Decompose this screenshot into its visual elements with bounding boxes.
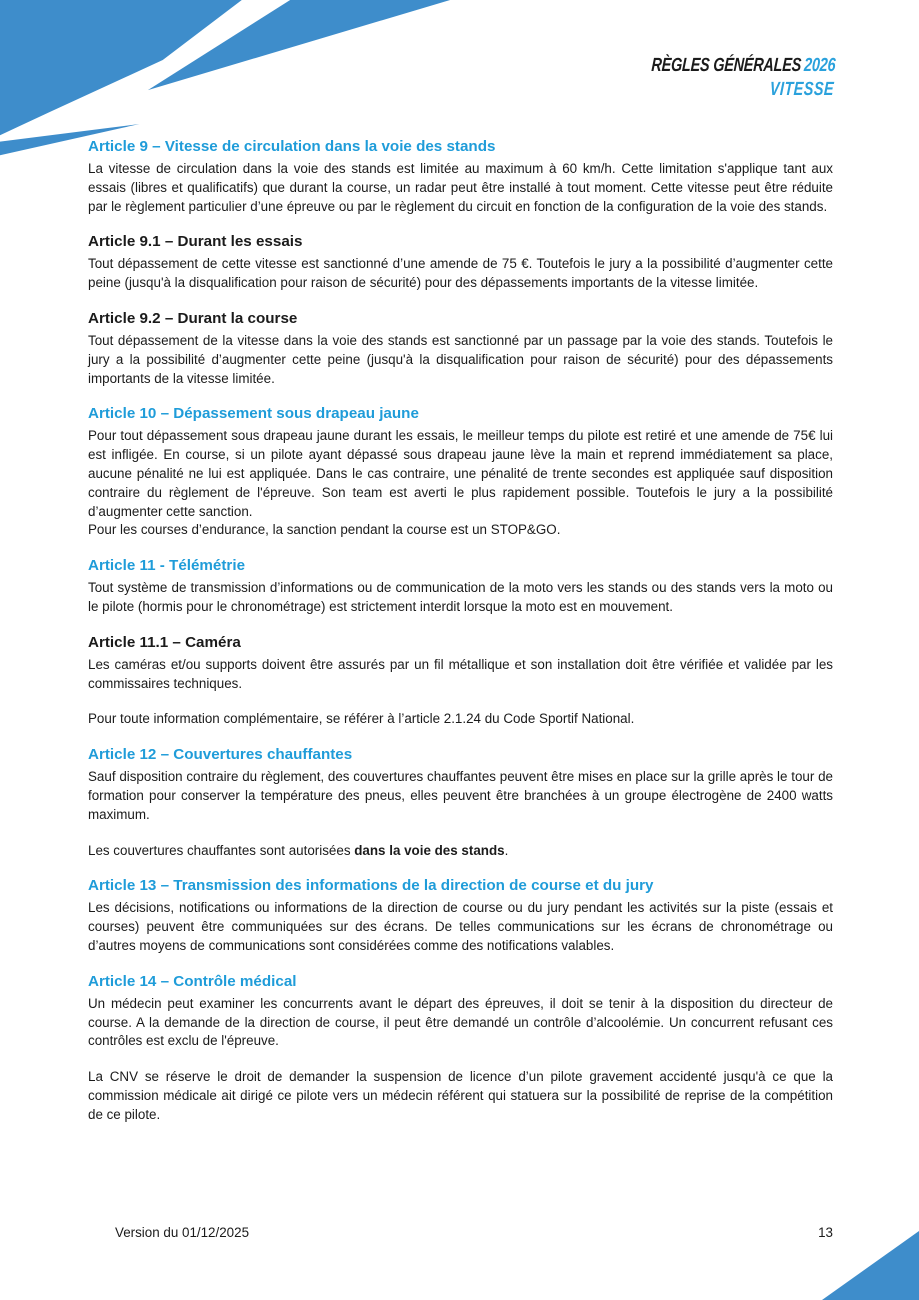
- article-11-section: [88, 556, 833, 617]
- article-9-2-paragraph-1: Tout dépassement de la vitesse dans la voie des stands est sanctionné par un passage par la voie des stands. Toutefois le jury a la possibilité d’augmenter cette peine (jusqu'à la disqualification pour raison de sécurité) pour des dépassements importants de la vitesse limitée.: [88, 332, 833, 386]
- masthead-year: 2026: [803, 55, 836, 76]
- article-12-closing-prefix: Les couvertures chauffantes sont autorisées: [88, 842, 355, 858]
- corner-triangle-icon: [822, 1231, 919, 1300]
- masthead-subtitle: VITESSE: [769, 79, 835, 100]
- footer-page-number: 13: [818, 1225, 833, 1240]
- article-9-2-section: [88, 309, 833, 388]
- article-12-paragraph-1: Sauf disposition contraire du règlement, des couvertures chauffantes peuvent être mises en place sur la grille après le tour de formation pour conserver la température des pneus, elles peuvent être branchées à un groupe électrogène de 2400 watts maximum.: [88, 769, 833, 822]
- masthead-title-line: [651, 54, 836, 78]
- article-9-1-section: [88, 232, 833, 293]
- article-14-heading: Article 14 – Contrôle médical: [88, 972, 297, 990]
- document-content: [88, 137, 833, 1125]
- article-9-section: [88, 137, 833, 216]
- article-9-2-heading: Article 9.2 – Durant la course: [88, 309, 298, 327]
- article-9-1-heading: Article 9.1 – Durant les essais: [88, 233, 303, 251]
- article-12-heading: Article 12 – Couvertures chauffantes: [88, 746, 353, 764]
- header-decoration: [0, 0, 465, 160]
- article-13-section: [88, 876, 833, 955]
- article-11-1-section: [88, 633, 833, 729]
- article-10-section: [88, 404, 833, 540]
- article-9-1-paragraph-1: Tout dépassement de cette vitesse est sanctionné d’une amende de 75 €. Toutefois le jury a la possibilité d’augmenter cette peine (jusqu'à la disqualification pour raison de sécurité) pour des dépassements importants de la vitesse limitée.: [88, 256, 833, 291]
- article-11-paragraph-1: Tout système de transmission d’informations ou de communication de la moto vers les stands ou des stands vers la moto ou le pilote (hormis pour le chronométrage) est strictement interdit lorsque la moto est en mouvement.: [88, 580, 833, 614]
- article-10-paragraph-1: Pour tout dépassement sous drapeau jaune durant les essais, le meilleur temps du pilote est retiré et une amende de 75€ lui est infligée. En course, si un pilote ayant dépassé sous drapeau jaune lève la main et reprend immédiatement sa place, aucune pénalité ne lui est appliquée. Dans le cas contraire, une pénalité de trente secondes est appliquée sauf disposition contraire du règlement de l'épreuve. Son team est averti le plus rapidement possible. Toutefois le jury a la possibilité d’augmenter cette sanction.: [88, 428, 833, 519]
- article-9-paragraph-1: La vitesse de circulation dans la voie des stands est limitée au maximum à 60 km/h. Cette limitation s'applique tant aux essais (libres et qualificatifs) que durant la course, un radar peut être installé à tout moment. Cette vitesse peut être réduite par le règlement particulier d’une épreuve ou par le règlement du circuit en fonction de la configuration de la voie des stands.: [88, 161, 833, 214]
- article-10-paragraph-2: Pour les courses d’endurance, la sanction pendant la course est un STOP&GO.: [88, 522, 561, 538]
- article-11-1-paragraph-1: Les caméras et/ou supports doivent être assurés par un fil métallique et son installation doit être vérifiée et validée par les commissaires techniques.: [88, 656, 833, 691]
- article-14-paragraph-1: Un médecin peut examiner les concurrents avant le départ des épreuves, il doit se tenir à la disposition du directeur de course. A la demande de la direction de course, il peut être demandé un contrôle d’alcoolémie. Un concurrent refusant ces contrôles est exclu de l'épreuve.: [88, 995, 833, 1049]
- masthead: [650, 54, 836, 102]
- article-12-closing-bold: dans la voie des stands: [354, 842, 505, 858]
- masthead-title: RÈGLES GÉNÉRALES: [650, 55, 802, 76]
- article-12-paragraph-2: [88, 842, 833, 861]
- article-14-section: [88, 972, 833, 1125]
- article-13-paragraph-1: Les décisions, notifications ou informations de la direction de course ou du jury pendant les activités sur la piste (essais et courses) peuvent être communiquées sur des écrans. De telles communications sur les écrans de chronométrage ou d’autres moyens de communications sont considérées comme des notifications valables.: [88, 900, 833, 953]
- article-10-heading: Article 10 – Dépassement sous drapeau jaune: [88, 405, 419, 423]
- article-14-paragraph-2: La CNV se réserve le droit de demander la suspension de licence d’un pilote gravement accidenté jusqu'à ce que la commission médicale ait dirigé ce pilote vers un médecin référent qui statuera sur la possibilité de reprise de la compétition de ce pilote.: [88, 1069, 833, 1122]
- footer-version: Version du 01/12/2025: [115, 1225, 250, 1240]
- article-12-section: [88, 745, 833, 860]
- article-11-1-heading: Article 11.1 – Caméra: [88, 633, 241, 651]
- article-12-closing-suffix: .: [504, 842, 509, 858]
- article-11-1-paragraph-2: Pour toute information complémentaire, se référer à l’article 2.1.24 du Code Sportif National.: [88, 711, 635, 727]
- page-footer: [115, 1224, 833, 1242]
- article-13-heading: Article 13 – Transmission des informations de la direction de course et du jury: [88, 877, 654, 895]
- article-11-heading: Article 11 - Télémétrie: [88, 557, 246, 575]
- article-9-heading: Article 9 – Vitesse de circulation dans la voie des stands: [88, 138, 496, 155]
